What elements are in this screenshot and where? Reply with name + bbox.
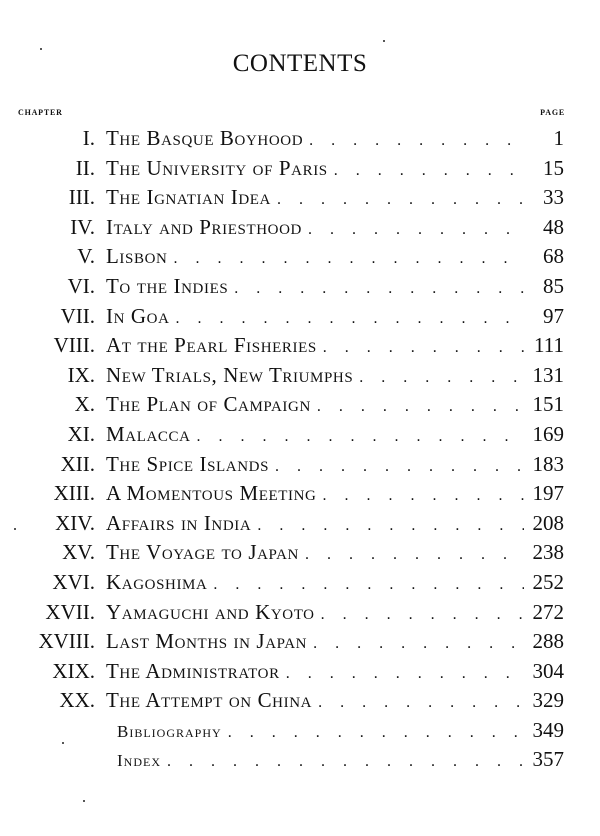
dot-leader — [286, 659, 524, 689]
chapter-title: The Basque Boyhood — [106, 126, 304, 150]
chapter-title: Italy and Priesthood — [106, 214, 302, 239]
page-number: 183 — [532, 451, 564, 476]
dot-leader — [309, 126, 524, 156]
page-number: 304 — [532, 658, 564, 683]
toc-entry — [0, 154, 600, 184]
chapter-number: XVIII. — [38, 629, 95, 654]
chapter-column-header: CHAPTER — [18, 108, 63, 117]
toc-entry — [0, 272, 600, 302]
toc-entry — [0, 124, 600, 154]
chapter-number: XVI. — [52, 569, 95, 594]
dot-leader — [305, 540, 524, 570]
chapter-title: The Ignatian Idea — [106, 185, 271, 210]
toc-entry — [0, 183, 600, 213]
toc-entry — [0, 213, 600, 243]
page-number: 111 — [534, 333, 564, 358]
page-number: 15 — [543, 155, 564, 180]
chapter-title: The Spice Islands — [106, 451, 270, 476]
chapter-title: The Attempt on China — [106, 688, 313, 713]
dot-leader — [313, 629, 524, 659]
back-matter-title: Bibliography — [117, 721, 222, 741]
dot-leader — [197, 422, 524, 452]
page-number: 357 — [532, 747, 564, 772]
dot-leader — [321, 600, 524, 630]
chapter-number: II. — [75, 155, 95, 180]
back-matter-title: Index — [117, 751, 161, 771]
toc-entry — [0, 390, 600, 420]
chapter-title: Malacca — [106, 421, 191, 446]
dot-leader — [323, 333, 524, 363]
table-of-contents — [0, 124, 600, 775]
toc-entry — [0, 568, 600, 598]
toc-entry — [0, 242, 600, 272]
chapter-title: The University of Paris — [106, 155, 328, 180]
chapter-title: Yamaguchi and Kyoto — [106, 599, 315, 624]
toc-entry — [0, 598, 600, 628]
dot-leader — [167, 747, 524, 777]
dot-leader — [317, 392, 524, 422]
toc-entry — [0, 361, 600, 391]
scan-speck — [40, 48, 42, 50]
page-title: CONTENTS — [232, 50, 368, 77]
chapter-number: VI. — [67, 273, 95, 298]
chapter-number: XII. — [60, 451, 95, 476]
chapter-number: IX. — [67, 362, 95, 387]
page-number: 197 — [532, 481, 564, 506]
chapter-title: A Momentous Meeting — [106, 481, 317, 506]
scan-speck — [383, 40, 385, 42]
toc-entry — [0, 657, 600, 687]
dot-leader — [228, 718, 524, 748]
chapter-number: X. — [74, 392, 95, 417]
chapter-title: At the Pearl Fisheries — [106, 333, 317, 358]
chapter-number: XIII. — [53, 481, 95, 506]
toc-entry — [0, 302, 600, 332]
chapter-number: IV. — [70, 214, 95, 239]
toc-entry — [0, 538, 600, 568]
page-number: 48 — [543, 214, 564, 239]
page-number: 1 — [553, 126, 564, 150]
chapter-number: XVII. — [45, 599, 95, 624]
chapter-title: Affairs in India — [106, 510, 252, 535]
scan-speck — [14, 528, 16, 530]
dot-leader — [322, 481, 524, 511]
dot-leader — [318, 688, 524, 718]
toc-entry — [0, 627, 600, 657]
page-number: 68 — [543, 244, 564, 269]
dot-leader — [334, 156, 524, 186]
toc-entry — [0, 331, 600, 361]
page-number: 288 — [532, 629, 564, 654]
page-number: 272 — [532, 599, 564, 624]
toc-entry — [0, 686, 600, 716]
scan-speck — [62, 742, 64, 744]
page-number: 169 — [532, 421, 564, 446]
page-number: 33 — [543, 185, 564, 210]
chapter-number: XV. — [62, 540, 95, 565]
toc-entry — [0, 450, 600, 480]
chapter-number: III. — [68, 185, 95, 210]
chapter-title: To the Indies — [106, 273, 229, 298]
dot-leader — [176, 304, 524, 334]
page-number: 208 — [532, 510, 564, 535]
dot-leader — [308, 215, 524, 245]
chapter-title: Last Months in Japan — [106, 629, 308, 654]
toc-entry-index — [0, 745, 600, 775]
chapter-number: I. — [82, 126, 95, 150]
page-number: 131 — [532, 362, 564, 387]
page-number: 151 — [532, 392, 564, 417]
toc-entry — [0, 420, 600, 450]
dot-leader — [275, 452, 524, 482]
chapter-number: XIV. — [55, 510, 95, 535]
chapter-number: VIII. — [53, 333, 95, 358]
page-number: 252 — [532, 569, 564, 594]
page-number: 349 — [532, 717, 564, 742]
chapter-number: VII. — [60, 303, 95, 328]
chapter-number: XX. — [59, 688, 95, 713]
dot-leader — [213, 570, 524, 600]
dot-leader — [234, 274, 524, 304]
chapter-title: New Trials, New Triumphs — [106, 362, 354, 387]
page-number: 85 — [543, 273, 564, 298]
dot-leader — [173, 244, 524, 274]
toc-entry — [0, 509, 600, 539]
dot-leader — [277, 185, 524, 215]
page-number: 329 — [532, 688, 564, 713]
page-number: 97 — [543, 303, 564, 328]
chapter-number: XI. — [67, 421, 95, 446]
chapter-number: XIX. — [52, 658, 95, 683]
chapter-title: Lisbon — [106, 244, 168, 269]
chapter-title: The Voyage to Japan — [106, 540, 299, 565]
dot-leader — [359, 363, 524, 393]
chapter-title: The Plan of Campaign — [106, 392, 311, 417]
chapter-number: V. — [77, 244, 95, 269]
chapter-title: The Administrator — [106, 658, 280, 683]
dot-leader — [257, 511, 524, 541]
toc-entry-bibliography — [0, 716, 600, 746]
page-column-header: PAGE — [540, 108, 565, 117]
chapter-title: Kagoshima — [106, 569, 208, 594]
page-number: 238 — [532, 540, 564, 565]
toc-entry — [0, 479, 600, 509]
chapter-title: In Goa — [106, 303, 170, 328]
scan-speck — [83, 800, 85, 802]
